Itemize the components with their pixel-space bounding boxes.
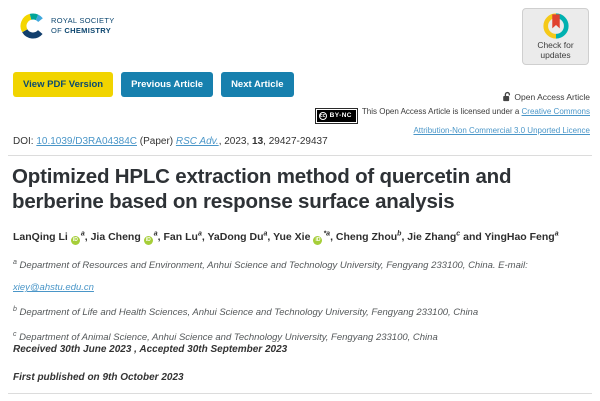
view-pdf-button[interactable]: View PDF Version bbox=[13, 72, 113, 97]
divider-top bbox=[8, 155, 592, 156]
article-toolbar bbox=[13, 72, 294, 97]
received-accepted-line: Received 30th June 2023 , Accepted 30th September 2023 bbox=[13, 344, 288, 355]
orcid-icon[interactable]: iD bbox=[315, 236, 321, 243]
email-link[interactable]: xiey@ahstu.edu.cn bbox=[13, 282, 94, 294]
cc-by-nc-badge[interactable]: cc BY-NC bbox=[315, 108, 358, 123]
open-access-line bbox=[290, 91, 590, 102]
article-title: Optimized HPLC extraction method of quercetin and berberine based on response surface analysis bbox=[12, 165, 512, 213]
orcid-icon[interactable]: iD bbox=[145, 236, 151, 243]
author: Yue Xie $iD^{*a}$, bbox=[273, 230, 336, 243]
doi-label: DOI: bbox=[13, 136, 37, 147]
open-lock-icon bbox=[502, 91, 511, 102]
author: YaDong Du$^a$, bbox=[207, 230, 274, 243]
check-updates-label: Check for updates bbox=[537, 40, 574, 60]
doi-link[interactable]: 10.1039/D3RA04384C bbox=[36, 136, 137, 147]
next-article-button[interactable]: Next Article bbox=[221, 72, 293, 97]
previous-article-button[interactable]: Previous Article bbox=[121, 72, 213, 97]
rsc-logo-line1: ROYAL SOCIETY bbox=[51, 16, 115, 26]
author: LanQing Li $iD^a$, bbox=[13, 230, 91, 243]
citation-line: DOI: 10.1039/D3RA04384C (Paper) RSC Adv., 2023, 13, 29427-29437 bbox=[13, 136, 328, 147]
article-dates bbox=[13, 344, 287, 383]
author: Fan Lu$^a$, bbox=[163, 230, 208, 243]
open-access-label: Open Access Article bbox=[514, 91, 590, 102]
affiliation-list bbox=[13, 252, 579, 349]
rsc-logo bbox=[20, 13, 115, 39]
author: Cheng Zhou$^b$, bbox=[335, 230, 408, 243]
rsc-logo-line2: OF CHEMISTRY bbox=[51, 26, 111, 35]
pages: , 29427-29437 bbox=[263, 136, 328, 147]
author: Jia Cheng $iD^a$, bbox=[90, 230, 164, 243]
rsc-logo-text bbox=[51, 16, 115, 36]
volume: 13 bbox=[252, 136, 264, 147]
affiliation-b: $^b$ Department of Life and Health Sciences, Anhui Science and Technology University, Fengyang 233100, China bbox=[13, 306, 479, 319]
license-statement: cc BY-NC This Open Access Article is licensed under a Creative Commons Attribution-Non Commercial 3.0 Unported Licence bbox=[290, 105, 590, 137]
rsc-c-icon bbox=[20, 13, 46, 39]
author-list bbox=[13, 230, 593, 245]
divider-bottom bbox=[8, 393, 592, 394]
license-link-part2[interactable]: Attribution-Non Commercial 3.0 Unported Licence bbox=[413, 125, 590, 135]
cc-icon: cc bbox=[319, 113, 326, 119]
affiliation-a: $^a$ Department of Resources and Environment, Anhui Science and Technology University, Fengyang 233100, China. E-mail: xiey@ahstu.edu.cn bbox=[13, 259, 528, 294]
orcid-icon[interactable]: iD bbox=[72, 236, 78, 243]
license-link-part1[interactable]: Creative Commons bbox=[521, 107, 590, 116]
author: YingHao Feng$^a$ bbox=[484, 230, 559, 243]
crossmark-icon bbox=[542, 12, 570, 40]
author: Jie Zhang$^c$ and bbox=[407, 230, 485, 243]
check-for-updates-button[interactable] bbox=[522, 8, 589, 65]
access-info bbox=[290, 91, 590, 137]
first-published-line: First published on 9th October 2023 bbox=[13, 372, 184, 383]
journal-link[interactable]: RSC Adv. bbox=[175, 136, 219, 147]
affiliation-c: $^c$ Department of Animal Science, Anhui Science and Technology University, Fengyang 233100, China bbox=[13, 331, 438, 344]
